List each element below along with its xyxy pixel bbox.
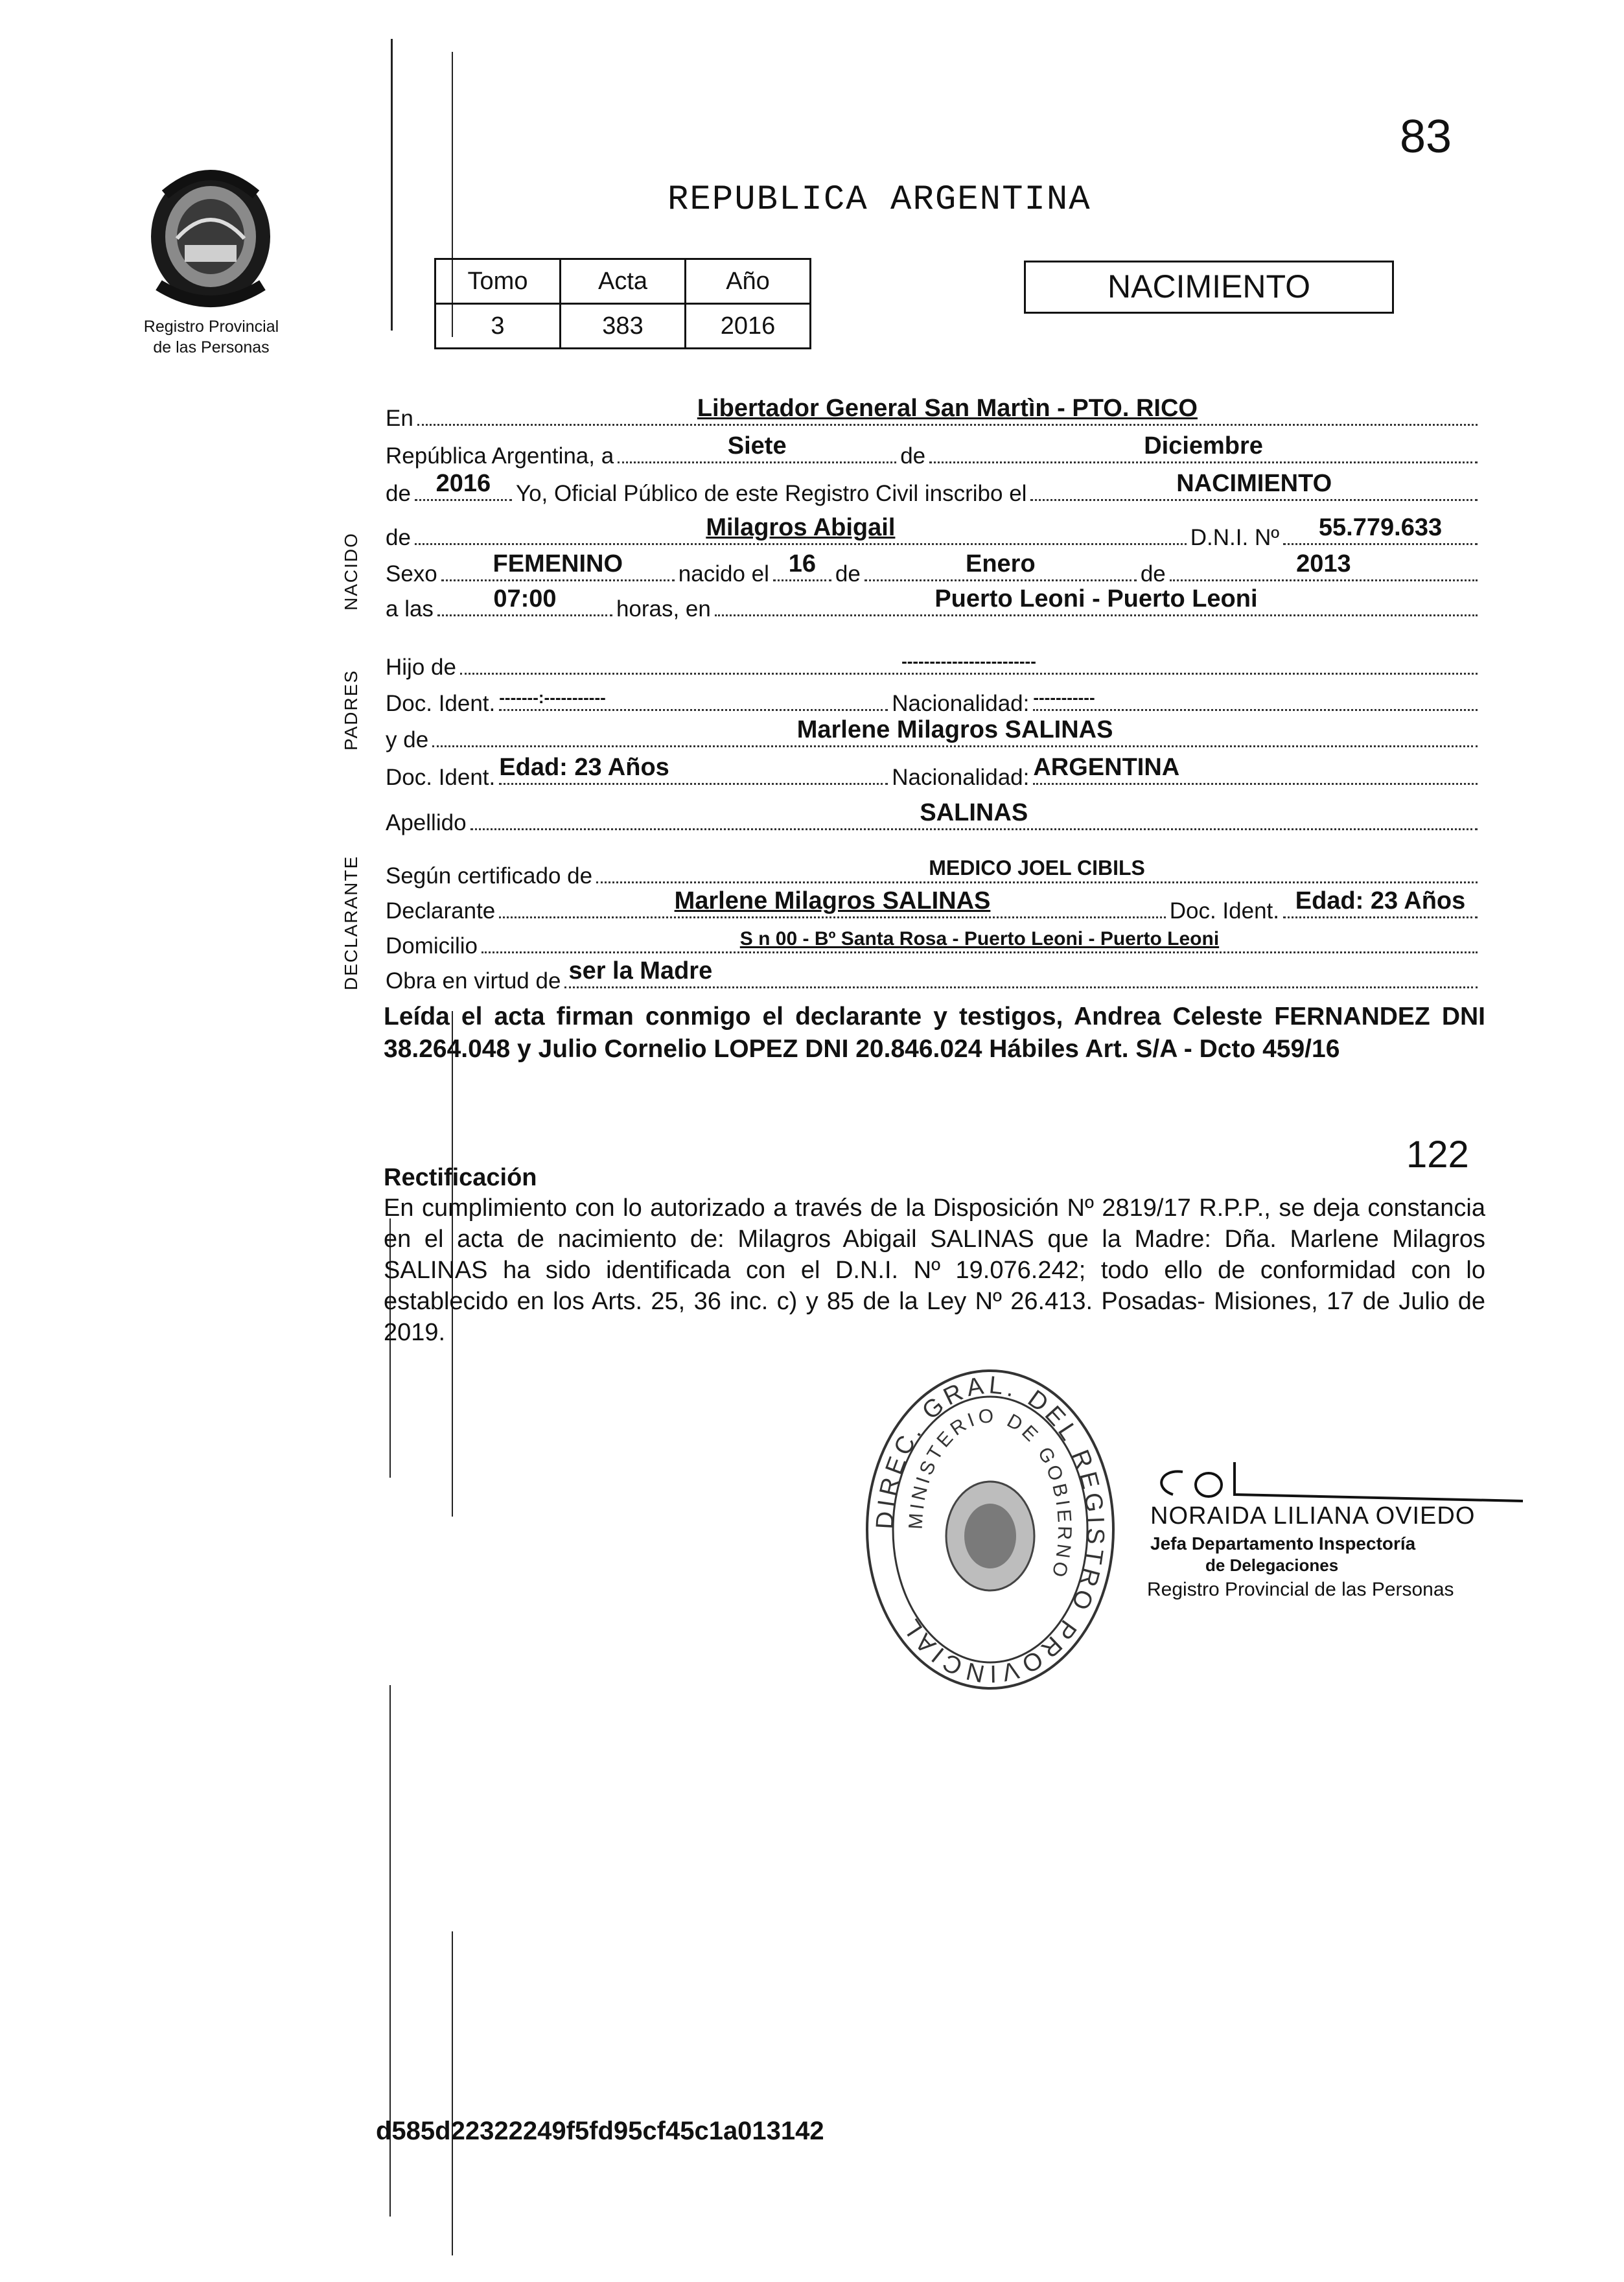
horas-en-label: horas, en [616,596,711,622]
rectificacion-number: 122 [1406,1134,1469,1176]
declarante-doc-value: Edad: 23 Años [1295,887,1466,914]
declarante-value: Marlene Milagros SALINAS [674,887,991,914]
record-value-anio: 2016 [686,304,811,349]
firma-paragraph: Leída el acta firman conmigo el declarante y testigos, Andrea Celeste FERNANDEZ DNI 38.264.048 y Julio Cornelio LOPEZ DNI 20.846.024 Hábiles Art. S/A - Dcto 459/16 [384,1003,1485,1063]
row-hijo-de [386,646,1478,681]
seal-caption-line1: Registro Provincial [143,318,279,336]
row-sexo [386,552,1478,587]
official-stamp [854,1361,1126,1698]
apellido-value: SALINAS [920,799,1028,826]
nac-anio-value: 2013 [1296,550,1351,577]
apellido-label: Apellido [386,810,467,835]
nac-de-label: de [835,561,861,587]
declarante-doc-label: Doc. Ident. [1169,898,1279,924]
nac-anio-de-label: de [1140,561,1166,587]
row-inscribo [386,472,1478,507]
signer-name: NORAIDA LILIANA OVIEDO [1150,1502,1476,1530]
row-obra [386,959,1478,994]
en-label: En [386,406,413,431]
a-las-label: a las [386,596,434,622]
record-table-header [435,259,811,304]
republica-label: República Argentina, a [386,443,614,469]
rectificacion-text: En cumplimiento con lo autorizado a través de la Disposición Nº 2819/17 R.P.P., se deja constancia en el acta de nacimiento de: Milagros Abigail SALINAS que la Madre: Dña. Marlene Milagros SALINAS ha sido identificada con el D.N.I. Nº 19.076.242; todo ello de conformidad con lo establecido en los Arts. 25, 36 inc. c) y 85 de la Ley Nº 26.413. Posadas- Misiones, 17 de Julio de 2019. [384,1194,1485,1346]
row-republica [386,434,1478,469]
hora-value: 07:00 [493,585,557,612]
sexo-value: FEMENINO [493,550,623,577]
row-padre-doc [386,682,1478,717]
page-number: 83 [1400,111,1452,163]
madre-nac-label: Nacionalidad: [892,765,1030,790]
side-label-nacido: NACIDO [341,532,361,611]
rectificacion-title: Rectificación [384,1164,537,1191]
record-header-anio: Año [686,259,811,304]
domicilio-label: Domicilio [386,933,478,959]
side-label-padres: PADRES [341,669,361,751]
record-type-box: NACIMIENTO [1024,261,1394,314]
declarante-label: Declarante [386,898,496,924]
de-label: de [900,443,926,469]
segun-label: Según certificado de [386,863,593,889]
signer-title-1: Jefa Departamento Inspectoría [1150,1533,1416,1554]
seal-caption [114,316,308,358]
record-header-tomo: Tomo [435,259,561,304]
record-header-acta: Acta [561,259,686,304]
record-table [434,258,811,349]
nombre-de-label: de [386,525,411,550]
dni-value: 55.779.633 [1318,514,1443,541]
row-en [386,397,1478,432]
hijo-de-label: Hijo de [386,655,456,680]
nacido-label: nacido el [678,561,769,587]
record-value-tomo: 3 [435,304,561,349]
padre-doc-value: -------:----------- [499,688,606,707]
inscribo-label: Yo, Oficial Público de este Registro Civil inscribo el [515,481,1027,506]
row-declarante [386,889,1478,924]
row-hora [386,587,1478,622]
row-nombre [386,516,1478,551]
row-madre [386,718,1478,753]
madre-doc-value: Edad: 23 Años [499,754,669,781]
inscribo-value: NACIMIENTO [1176,470,1332,497]
hijo-de-value: ------------------------ [901,651,1036,671]
row-certificado [386,854,1478,889]
record-table-values [435,304,811,349]
side-label-declarante: DECLARANTE [341,855,361,990]
mes-value: Diciembre [1144,432,1263,460]
document-hash: d585d22322249f5fd95cf45c1a013142 [376,2117,824,2145]
record-value-acta: 383 [561,304,686,349]
nac-mes-value: Enero [965,550,1036,577]
provincial-seal [139,162,282,311]
y-de-label: y de [386,727,429,752]
signer-title-2: de Delegaciones [1205,1555,1339,1575]
row-madre-doc [386,756,1478,791]
dia-value: Siete [727,432,787,460]
padre-nac-label: Nacionalidad: [892,691,1030,716]
madre-value: Marlene Milagros SALINAS [796,716,1113,743]
seal-caption-line2: de las Personas [153,338,270,356]
stamp-inner-text: MINISTERIO DE GOBIERNO [905,1405,1076,1583]
certificado-value: MEDICO JOEL CIBILS [929,856,1145,879]
signer-title-3: Registro Provincial de las Personas [1147,1579,1454,1600]
madre-doc-label: Doc. Ident. [386,765,496,790]
sexo-label: Sexo [386,561,437,587]
obra-value: ser la Madre [568,957,713,984]
padre-doc-label: Doc. Ident. [386,691,496,716]
madre-nac-value: ARGENTINA [1033,754,1180,781]
domicilio-value: S n 00 - Bº Santa Rosa - Puerto Leoni - Puerto Leoni [739,928,1220,949]
document-title: REPUBLICA ARGENTINA [667,180,1091,220]
stamp-outer-text: DIREC. GRAL. DEL REGISTRO PROVINCIAL [871,1371,1109,1688]
padre-nac-value: ----------- [1033,688,1095,707]
dni-label: D.N.I. Nº [1190,525,1279,550]
anio-value: 2016 [435,470,491,497]
lugar-value: Puerto Leoni - Puerto Leoni [934,585,1258,612]
nombre-value: Milagros Abigail [706,514,896,541]
row-domicilio [386,924,1478,959]
en-value: Libertador General San Martìn - PTO. RICO [697,395,1198,422]
anio-de-label: de [386,481,411,506]
nac-dia-value: 16 [788,550,817,577]
row-apellido [386,801,1478,836]
obra-label: Obra en virtud de [386,968,561,994]
